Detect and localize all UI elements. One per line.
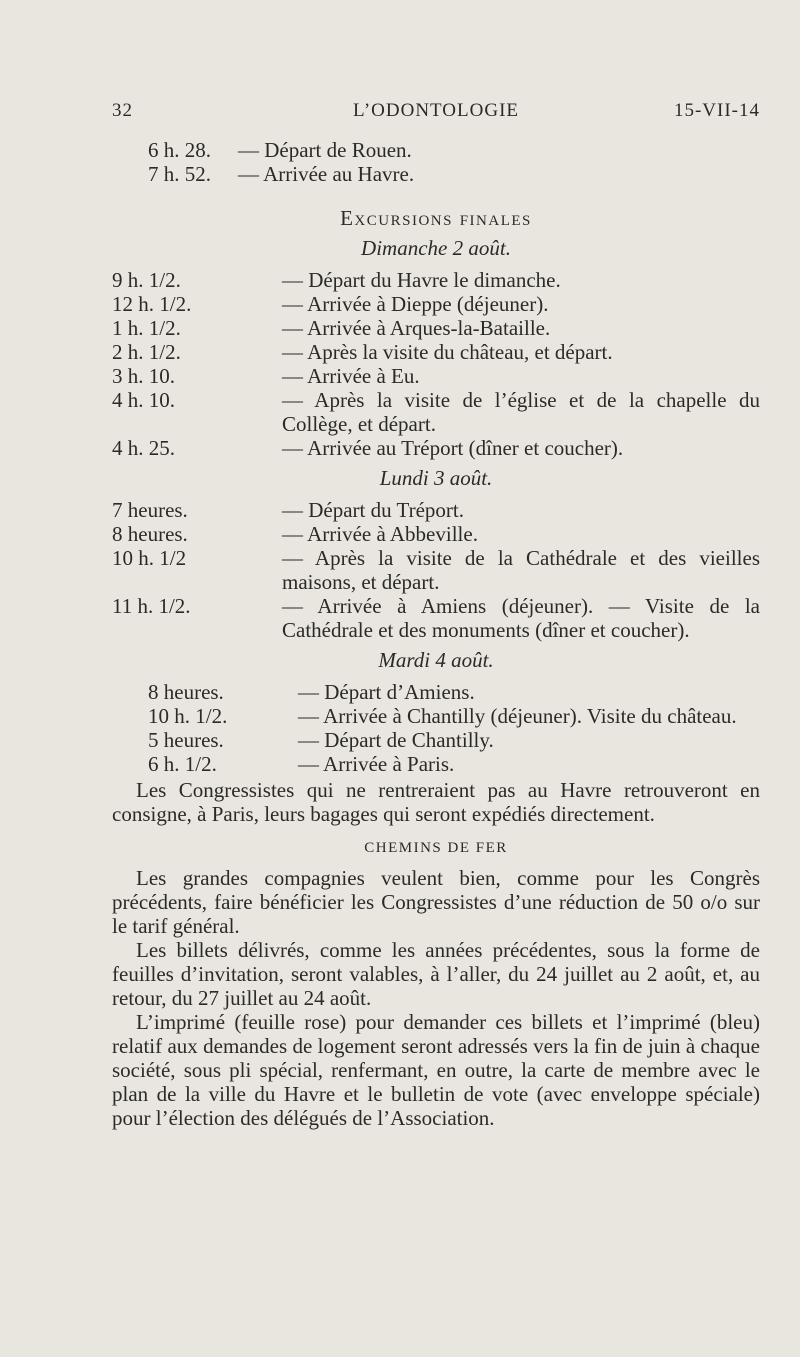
- schedule-text: — Arrivée à Chantilly (déjeuner). Visite du château.: [298, 704, 737, 728]
- schedule-time: 7 heures.: [112, 498, 188, 522]
- schedule-text: — Arrivée à Arques-la-Bataille.: [282, 316, 551, 340]
- page-number: 32: [112, 100, 133, 121]
- railways-paragraph: L’imprimé (feuille rose) pour demander ces billets et l’imprimé (bleu) relatif aux demandes de logement seront adressés vers la fin de juin à chaque société, sous pli spécial, renfermant, en outre, la carte de membre avec le plan de la ville du Havre et le bulletin de vote (avec enveloppe spéciale) pour l’élection des délégués de l’Association.: [112, 1010, 760, 1130]
- schedule-text: — Arrivée à Dieppe (déjeuner).: [282, 292, 549, 316]
- schedule-text: — Après la visite du château, et départ.: [282, 340, 613, 364]
- schedule-text: — Départ de Rouen.: [238, 138, 412, 162]
- railways-paragraph: Les grandes compagnies veulent bien, comme pour les Congrès précédents, faire bénéficier les Congressistes d’une réduction de 50 o/o sur le tarif général.: [112, 866, 760, 938]
- schedule-text: — Départ du Havre le dimanche.: [282, 268, 561, 292]
- schedule-time: 4 h. 10.: [112, 388, 175, 412]
- railways-title: CHEMINS DE FER: [364, 840, 508, 856]
- schedule-text: — Après la visite de la Cathédrale et des vieilles maisons, et départ.: [282, 546, 760, 594]
- schedule-time: 4 h. 25.: [112, 436, 175, 460]
- day-schedule: [112, 268, 760, 460]
- schedule-time: 3 h. 10.: [112, 364, 175, 388]
- schedule-time: 10 h. 1/2: [112, 546, 187, 570]
- schedule-time: 5 heures.: [148, 728, 224, 752]
- schedule-time: 10 h. 1/2.: [148, 704, 228, 728]
- day-heading: Lundi 3 août.: [379, 466, 493, 490]
- day-schedule: [112, 498, 760, 642]
- railways-paragraph: Les billets délivrés, comme les années précédentes, sous la forme de feuilles d’invitation, seront valables, à l’aller, du 24 juillet au 2 août, et, au retour, du 27 juillet au 24 août.: [112, 938, 760, 1010]
- schedule-text: — Après la visite de l’église et de la chapelle du Collège, et départ.: [282, 388, 760, 436]
- excursions-note: Les Congressistes qui ne rentreraient pas au Havre retrouveront en consigne, à Paris, leurs bagages qui seront expédiés directement.: [112, 778, 760, 826]
- day-schedule: [112, 680, 760, 776]
- schedule-time: 1 h. 1/2.: [112, 316, 181, 340]
- day-heading: Mardi 4 août.: [378, 648, 494, 672]
- schedule-row: [148, 162, 760, 186]
- schedule-time: 9 h. 1/2.: [112, 268, 181, 292]
- running-title: L’ODONTOLOGIE: [352, 100, 520, 121]
- schedule-text: — Départ de Chantilly.: [298, 728, 494, 752]
- schedule-row: [148, 138, 760, 162]
- schedule-text: — Arrivée au Havre.: [238, 162, 415, 186]
- schedule-time: 8 heures.: [148, 680, 224, 704]
- schedule-time: 2 h. 1/2.: [112, 340, 181, 364]
- schedule-time: 12 h. 1/2.: [112, 292, 192, 316]
- schedule-text: — Arrivée à Amiens (déjeuner). — Visite de la Cathédrale et des monuments (dîner et coucher).: [282, 594, 760, 642]
- schedule-time: 11 h. 1/2.: [112, 594, 191, 618]
- issue-date: 15-VII-14: [673, 100, 760, 121]
- schedule-time: 7 h. 52.: [148, 162, 211, 186]
- page-body: [112, 138, 760, 1130]
- schedule-text: — Arrivée à Abbeville.: [282, 522, 478, 546]
- schedule-text: — Départ d’Amiens.: [298, 680, 475, 704]
- schedule-text: — Arrivée à Paris.: [298, 752, 455, 776]
- schedule-text: — Départ du Tréport.: [282, 498, 464, 522]
- day-heading: Dimanche 2 août.: [361, 236, 511, 260]
- page-header: [112, 100, 760, 130]
- return-schedule: [112, 138, 760, 186]
- schedule-text: — Arrivée au Tréport (dîner et coucher).: [282, 436, 624, 460]
- excursions-title: Excursions finales: [340, 206, 532, 230]
- schedule-time: 8 heures.: [112, 522, 188, 546]
- schedule-time: 6 h. 28.: [148, 138, 211, 162]
- schedule-text: — Arrivée à Eu.: [282, 364, 420, 388]
- schedule-time: 6 h. 1/2.: [148, 752, 217, 776]
